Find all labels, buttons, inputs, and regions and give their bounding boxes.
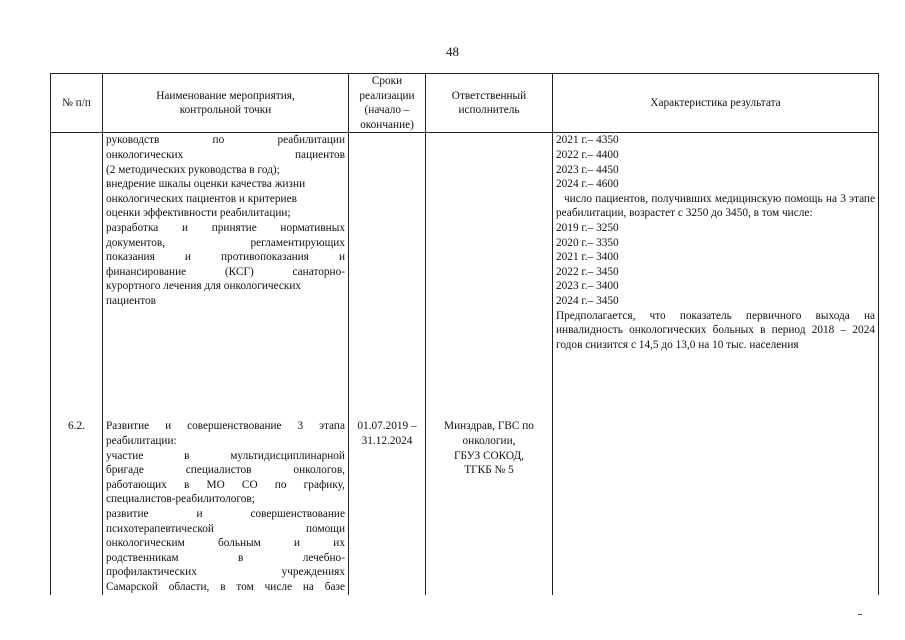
word: Самарской [106,580,158,593]
header-result: Характеристика результата [553,74,879,133]
text-line [106,221,345,236]
word: лечебно- [302,551,345,564]
text-line [106,419,345,434]
word: этапа [319,420,345,433]
year-value-line: 2024 г.– 4600 [556,178,619,191]
word: области, [168,580,210,593]
word: и [338,251,345,264]
word: учреждениях [281,566,345,579]
executor-line: ТГКБ № 5 [464,464,514,477]
year-value-line: 2021 г.– 3400 [556,251,619,264]
plan-table [50,73,879,595]
year-value-line: 2020 г.– 3350 [556,236,619,249]
row2-result [553,419,879,594]
result-paragraph-1: число пациентов, получивших медицинскую помощь на 3 этапе реабилитации, возрастет с 3250 до 3450, в том числе: [556,192,875,220]
result-paragraph-2: Предполагается, что показатель первичного выхода на инвалидность онкологических больных в период 2018 – 2024 годов снизится с 14,5 до 13,0 на 10 тыс. населения [556,309,875,351]
word: психотерапевтической [106,522,214,535]
row2-name [103,419,349,594]
word: мультидисциплинарной [230,449,345,462]
text-line [106,250,345,265]
executor-line: ГБУЗ СОКОД, [453,449,525,462]
word: разработка [106,221,159,234]
row2-executor [426,419,553,594]
text-line [106,507,345,522]
word: в [237,551,244,564]
word: противопоказания [221,251,309,264]
word: документов, [106,236,166,249]
text-line: онкологических пациентов и критериев [106,192,297,205]
word: реабилитации [277,134,345,147]
term-line: 01.07.2019 – [357,420,417,433]
row1-name [103,133,349,392]
word: и [184,251,191,264]
result-years-list-a [556,133,875,191]
word: базе [324,580,345,593]
word: и [294,537,301,550]
word: в [220,580,226,593]
word: МО [206,478,225,491]
word: родственникам [106,551,179,564]
year-value-line: 2021 г.– 4350 [556,134,619,147]
header-num: № п/п [51,74,103,133]
word: их [333,537,345,550]
table-row-spacer [51,391,879,419]
text-line [106,463,345,478]
row2-term [349,419,426,594]
year-value-line: 2023 г.– 3400 [556,280,619,293]
row1-num [51,133,103,392]
text-line [106,536,345,551]
page-number: 48 [446,44,459,59]
text-line: (2 методических руководства в год); [106,163,280,176]
text-line [106,565,345,580]
text-line [106,522,345,537]
word: по [212,134,225,147]
text-line: специалистов-реабилитологов; [106,493,255,506]
row2-num: 6.2. [51,419,103,594]
header-exec-line: Ответственный [451,89,527,102]
word: Развитие [106,420,150,433]
text-line [106,148,345,163]
word: участие [106,449,144,462]
row1-result [553,133,879,392]
table-row [51,133,879,392]
word: и [182,221,189,234]
word: больным [217,537,261,550]
year-value-line: 2019 г.– 3250 [556,221,619,234]
header-executor [426,74,553,133]
word: регламентирующих [250,236,345,249]
year-value-line: 2022 г.– 4400 [556,148,619,161]
word: бригаде [106,464,144,477]
text-line [106,478,345,493]
word: специалистов [185,464,252,477]
word: совершенствование [250,507,345,520]
header-term-line: реализации [359,89,415,102]
word: числе [264,580,292,593]
text-line: пациентов [106,294,156,307]
word: СО [241,478,258,491]
text-line [106,236,345,251]
word: в [184,478,190,491]
text-line [106,265,345,280]
text-line [106,551,345,566]
text-line: курортного лечения для онкологических [106,280,302,293]
executor-line: онкологии, [462,434,516,447]
word: пациентов [295,148,345,161]
word: принятие [211,221,257,234]
word: финансирование [106,265,187,278]
word: 3 [297,420,304,433]
year-value-line: 2022 г.– 3450 [556,265,619,278]
row2-name-lines [106,419,345,594]
word: онкологическим [106,537,185,550]
word: в [184,449,190,462]
text-line [106,449,345,464]
text-line: оценки эффективности реабилитации; [106,207,291,220]
executor-line: Минздрав, ГВС по [444,420,534,433]
header-term [349,74,426,133]
word: по [274,478,287,491]
word: развитие [106,507,149,520]
header-name-line: Наименование мероприятия, [156,89,295,102]
text-line [106,580,345,595]
word: и [196,507,203,520]
row1-name-lines [106,133,345,308]
word: онкологических [106,148,184,161]
header-term-line: окончание) [360,118,414,131]
row1-term [349,133,426,392]
word: на [302,580,314,593]
word: помощи [305,522,345,535]
result-years-list-b [556,221,875,309]
word: показания [106,251,155,264]
table-row [51,419,879,594]
word: графику, [303,478,345,491]
word: работающих [106,478,167,491]
text-line [106,133,345,148]
word: том [236,580,254,593]
word: нормативных [280,221,345,234]
row1-executor [426,133,553,392]
word: совершенствование [187,420,282,433]
header-exec-line: исполнитель [458,104,520,117]
word: санаторно- [292,265,345,278]
table-header-row [51,74,879,133]
header-name [103,74,349,133]
header-term-line: (начало – [364,104,410,117]
word: и [165,420,172,433]
header-term-line: Сроки [371,75,403,87]
term-line: 31.12.2024 [361,434,413,447]
text-line: реабилитации: [106,434,177,447]
year-value-line: 2023 г.– 4450 [556,163,619,176]
word: онкологов, [293,464,345,477]
year-value-line: 2024 г.– 3450 [556,294,619,307]
header-name-line: контрольной точки [179,104,272,117]
word: профилактических [106,566,197,579]
text-line: внедрение шкалы оценки качества жизни [106,178,306,191]
scan-speck [858,614,862,615]
word: руководств [106,134,160,147]
word: (КСГ) [224,265,254,278]
